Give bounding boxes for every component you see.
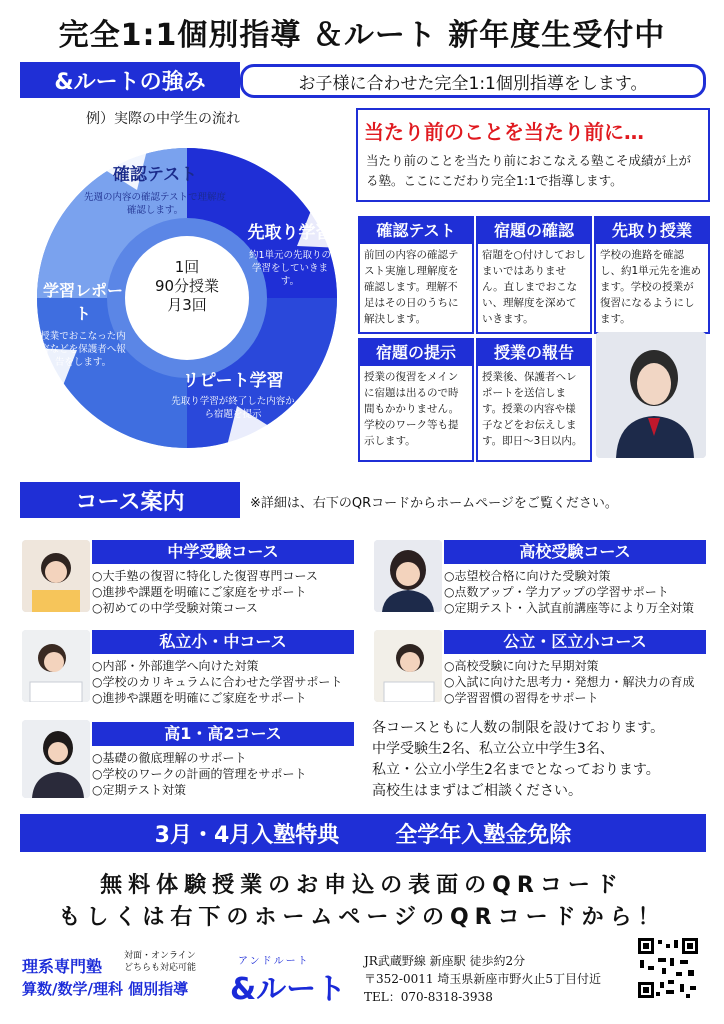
access-line: JR武蔵野線 新座駅 徒歩約2分 (364, 954, 526, 968)
feature-body: 授業後、保護者へレポートを送信します。授業の内容や様子などをお伝えします。即日〜3日以内。 (482, 371, 583, 447)
feature-box (476, 216, 592, 334)
step-label: 学習レポート (42, 281, 123, 323)
feature-box (358, 338, 474, 462)
principle-title: 当たり前のことを当たり前に… (364, 120, 644, 144)
course-head: 公立・区立小コース (444, 630, 706, 654)
person-icon (374, 630, 442, 702)
course-head: 高1・高2コース (92, 722, 354, 746)
course-line: ○学習習慣の習得をサポート (444, 691, 599, 705)
step-desc: 授業でおこなった内容などを保護者へ報告をします。 (40, 331, 126, 368)
principle-body: 当たり前のことを当たり前におこなえる塾こそ成績が上がる塾。ここにこだわり完全1:1で指導します。 (366, 153, 692, 188)
course-line: ○学校のワークの計画的管理をサポート (92, 767, 307, 781)
course-note: ※詳細は、右下のQRコードからホームページをご覧ください。 (250, 496, 618, 511)
address-line: 〒352-0011 埼玉県新座市野火止5丁目付近 (364, 972, 601, 986)
limit-line: 各コースともに人数の制限を設けております。 (372, 720, 665, 736)
cycle-step-report (38, 278, 128, 369)
course-line: ○定期テスト対策 (92, 783, 186, 797)
step-label: 先取り学習 (247, 223, 333, 243)
course-photo (22, 720, 90, 798)
course-line: ○定期テスト・入試直前講座等により万全対策 (444, 601, 694, 615)
feature-body: 宿題を○付けしておしまいではありません。直しまでおこない、理解度を深めていきます。 (482, 249, 586, 325)
course-head: 高校受験コース (444, 540, 706, 564)
feature-body: 学校の進路を確認し、約1単元先を進めます。学校の授業が復習になるようにします。 (600, 249, 702, 325)
feature-head: 授業の報告 (478, 340, 590, 366)
feature-head: 宿題の確認 (478, 218, 590, 244)
course-limit-text (372, 718, 712, 802)
cta-line: 無料体験授業のお申込の表面のQRコード (100, 873, 624, 898)
feature-box (594, 216, 710, 334)
center-line: 1回 (174, 258, 200, 276)
course-line: ○志望校合格に向けた受験対策 (444, 569, 611, 583)
step-label: リピート学習 (182, 371, 284, 391)
course-line: ○大手塾の復習に特化した復習専門コース (92, 569, 318, 583)
course-list (444, 658, 706, 706)
example-label: 例）実際の中学生の流れ (86, 111, 240, 127)
principle-box (356, 108, 710, 202)
course-list (92, 568, 354, 616)
course-line: ○初めての中学受験対策コース (92, 601, 258, 615)
logo: &ルート (230, 972, 347, 1007)
step-label: 確認テスト (112, 165, 198, 185)
cycle-center-text (147, 258, 227, 315)
course-line: ○内部・外部進学へ向けた対策 (92, 659, 259, 673)
course-tag: コース案内 (20, 482, 240, 518)
page-title: 完全1:1個別指導 ＆ルート 新年度生受付中 (58, 18, 666, 53)
student-photo (596, 332, 706, 458)
course-photo (22, 540, 90, 612)
feature-head: 宿題の提示 (360, 340, 472, 366)
cycle-step-sakidori (245, 218, 335, 288)
limit-line: 高校生はまずはご相談ください。 (372, 783, 582, 799)
logo-ruby: アンドルート (238, 956, 310, 967)
feature-head: 先取り授業 (596, 218, 708, 244)
strength-headline: お子様に合わせた完全1:1個別指導をします。 (240, 64, 706, 98)
person-icon (374, 540, 442, 612)
course-list (92, 658, 354, 706)
course-photo (374, 630, 442, 702)
footer-subject-bottom: 算数/数学/理科 個別指導 (22, 980, 189, 998)
course-line: ○点数アップ・学力アップの学習サポート (444, 585, 669, 599)
step-desc: 先取り学習が終了した内容から宿題を提示 (171, 396, 295, 420)
step-desc: 約1単元の先取りの学習をしていきます。 (248, 250, 332, 287)
strength-tag: &ルートの強み (20, 62, 240, 98)
cycle-step-repeat (168, 366, 298, 421)
course-photo (374, 540, 442, 612)
feature-box (358, 216, 474, 334)
course-line: ○学校のカリキュラムに合わせた学習サポート (92, 675, 343, 689)
footer-address-block (364, 952, 601, 1006)
course-line: ○進捗や課題を明確にご家庭をサポート (92, 691, 307, 705)
campaign-banner (20, 814, 706, 852)
course-photo (22, 630, 90, 702)
campaign-left: 3月・4月入塾特典 (154, 822, 340, 848)
mode-line: どちらも対応可能 (124, 963, 197, 973)
limit-line: 私立・公立小学生2名までとなっております。 (372, 762, 660, 778)
course-list (92, 750, 354, 798)
center-line: 月3回 (167, 296, 207, 314)
campaign-right: 全学年入塾金免除 (395, 822, 572, 848)
tel-line: TEL：070-8318-3938 (364, 990, 493, 1004)
mode-line: 対面・オンライン (124, 951, 196, 961)
footer-mode (124, 950, 196, 974)
feature-head: 確認テスト (360, 218, 472, 244)
person-icon (596, 332, 706, 458)
qr-code-icon[interactable] (636, 936, 700, 1000)
course-line: ○入試に向けた思考力・発想力・解決力の育成 (444, 675, 695, 689)
limit-line: 中学受験生2名、私立公立中学生3名、 (372, 741, 614, 757)
step-desc: 先週の内容の確認テストで理解度確認します。 (83, 192, 227, 216)
feature-box (476, 338, 592, 462)
course-line: ○基礎の徹底理解のサポート (92, 751, 247, 765)
person-icon (22, 540, 90, 612)
feature-body: 授業の復習をメインに宿題は出るので時間もかかりません。学校のワーク等も提示します。 (364, 371, 460, 447)
course-list (444, 568, 706, 616)
feature-body: 前回の内容の確認テスト実施し理解度を確認します。理解不足はその日のうちに解決します。 (364, 249, 459, 325)
course-head: 中学受験コース (92, 540, 354, 564)
course-head: 私立小・中コース (92, 630, 354, 654)
footer-subject-top: 理系専門塾 (22, 957, 103, 976)
center-line: 90分授業 (154, 277, 220, 295)
person-icon (22, 630, 90, 702)
course-line: ○高校受験に向けた早期対策 (444, 659, 599, 673)
person-icon (22, 720, 90, 798)
cycle-step-kakunin (80, 160, 230, 217)
course-line: ○進捗や課題を明確にご家庭をサポート (92, 585, 307, 599)
cta-line: もしくは右下のホームページのQRコードから！ (58, 905, 666, 930)
